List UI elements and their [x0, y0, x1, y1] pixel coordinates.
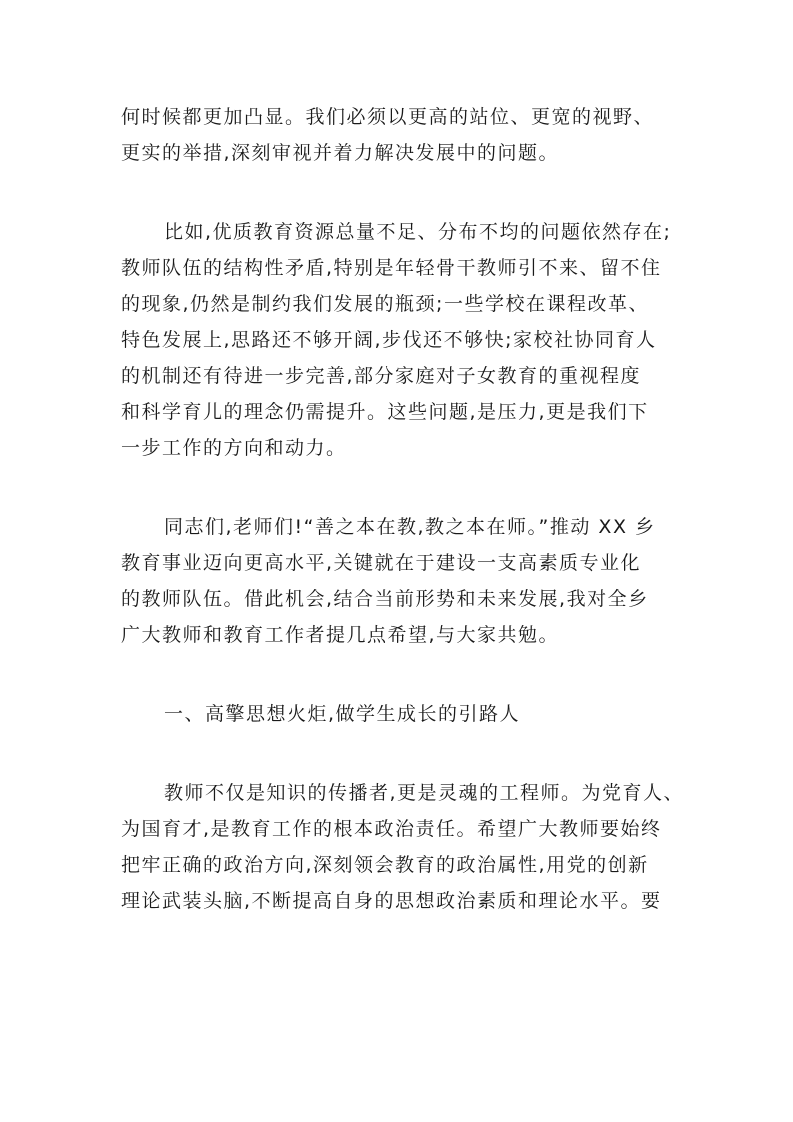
paragraph-line: 更实的举措,深刻审视并着力解决发展中的问题。 — [121, 142, 560, 164]
paragraph-1 — [121, 99, 681, 171]
paragraph-line: 一步工作的方向和动力。 — [121, 437, 347, 459]
paragraph-line: 比如,优质教育资源总量不足、分布不均的问题依然存在; — [164, 221, 672, 243]
paragraph-line: 的现象,仍然是制约我们发展的瓶颈;一些学校在课程改革、 — [121, 293, 649, 315]
section-heading-text: 一、高擎思想火炬,做学生成长的引路人 — [164, 703, 521, 725]
paragraph-4 — [121, 775, 685, 919]
paragraph-line: 理论武装头脑,不断提高自身的思想政治素质和理论水平。要 — [121, 890, 662, 912]
paragraph-line: 何时候都更加凸显。我们必须以更高的站位、更宽的视野、 — [121, 106, 655, 128]
paragraph-line: 广大教师和教育工作者提几点希望,与大家共勉。 — [121, 624, 560, 646]
paragraph-line: 把牢正确的政治方向,深刻领会教育的政治属性,用党的创新 — [121, 854, 649, 876]
paragraph-line: 教育事业迈向更高水平,关键就在于建设一支高素质专业化 — [121, 552, 642, 574]
paragraph-line: 教师不仅是知识的传播者,更是灵魂的工程师。为党育人、 — [164, 782, 685, 804]
paragraph-2 — [121, 214, 681, 466]
document-body — [121, 99, 685, 919]
paragraph-line: 和科学育儿的理念仍需提升。这些问题,是压力,更是我们下 — [121, 401, 649, 423]
paragraph-3 — [121, 509, 681, 653]
paragraph-line: 教师队伍的结构性矛盾,特别是年轻骨干教师引不来、留不住 — [121, 257, 662, 279]
paragraph-line: 为国育才,是教育工作的根本政治责任。希望广大教师要始终 — [121, 818, 662, 840]
section-heading-1 — [121, 696, 681, 732]
paragraph-line: 特色发展上,思路还不够开阔,步伐还不够快;家校社协同育人 — [121, 329, 657, 351]
paragraph-line: 的机制还有待进一步完善,部分家庭对子女教育的重视程度 — [121, 365, 642, 387]
paragraph-line: 同志们,老师们!“善之本在教,教之本在师。”推动 XX 乡 — [164, 516, 656, 538]
paragraph-line: 的教师队伍。借此机会,结合当前形势和未来发展,我对全乡 — [121, 588, 649, 610]
